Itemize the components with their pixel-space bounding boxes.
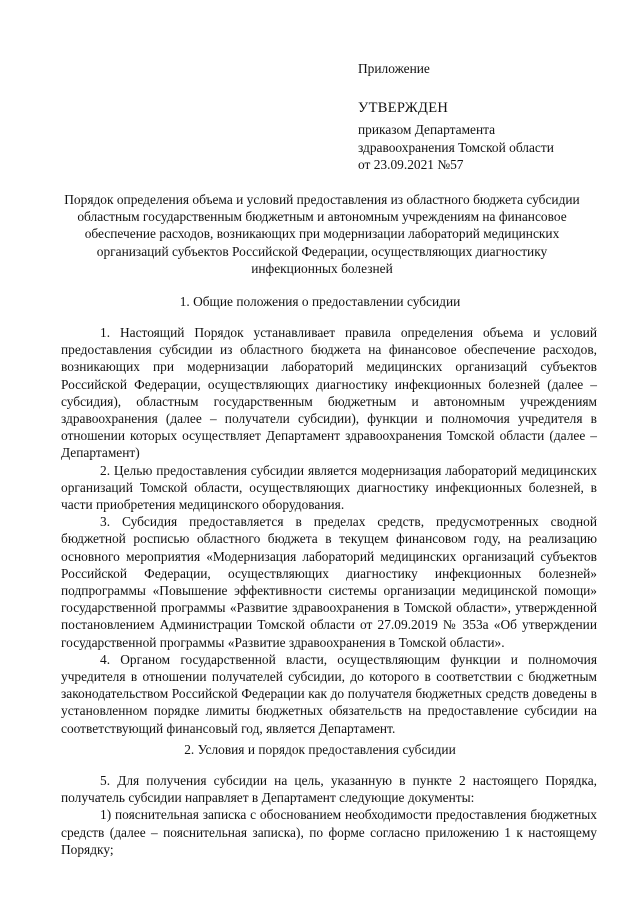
section-1-heading: 1. Общие положения о предоставлении субсидии bbox=[179, 294, 461, 309]
approval-order-line: приказом Департамента bbox=[358, 122, 496, 138]
approved-label: УТВЕРЖДЕН bbox=[358, 100, 449, 117]
section-1-body bbox=[61, 324, 597, 737]
approval-department-line: здравоохранения Томской области bbox=[358, 139, 554, 155]
section-2-body bbox=[61, 772, 597, 858]
paragraph-1: 1. Настоящий Порядок устанавливает правила определения объема и условий предоставления субсидии из областного бюджета на финансовое обеспечение расходов, возникающих при модернизации лабораторий медицинских организаций субъектов Российской Федерации, осуществляющих диагностику инфекционных болезней (далее – субсидия), областным государственным бюджетным и автономным учреждениям здравоохранения (далее – получатели субсидии), функции и полномочия учредителя в отношении которых осуществляет Департамент здравоохранения Томской области (далее – Департамент) bbox=[61, 325, 597, 461]
paragraph-2: 2. Целью предоставления субсидии является модернизация лабораторий медицинских организаций Томской области, осуществляющих диагностику инфекционных болезней, в части приобретения медицинского оборудования. bbox=[61, 462, 597, 513]
paragraph-3: 3. Субсидия предоставляется в пределах средств, предусмотренных сводной бюджетной росписью областного бюджета в текущем финансовом году, на реализацию основного мероприятия «Модернизация лабораторий медицинских организаций субъектов Российской Федерации, осуществляющих диагностику инфекционных болезней» подпрограммы «Повышение эффективности системы организации медицинской помощи» государственной программы «Развитие здравоохранения в Томской области», утвержденной постановлением Администрации Томской области от 27.09.2019 № 353а «Об утверждении государственной программы «Развитие здравоохранения в Томской области». bbox=[61, 514, 597, 650]
paragraph-5-item-1: 1) пояснительная записка с обоснованием необходимости предоставления бюджетных средств (далее – пояснительная записка), по форме согласно приложению 1 к настоящему Порядку; bbox=[61, 807, 597, 857]
paragraph-5: 5. Для получения субсидии на цель, указанную в пункте 2 настоящего Порядка, получатель субсидии направляет в Департамент следующие документы: bbox=[61, 773, 597, 806]
approval-stamp bbox=[358, 60, 618, 173]
appendix-label: Приложение bbox=[358, 61, 430, 76]
document-title: Порядок определения объема и условий предоставления из областного бюджета субсидии областным государственным бюджетным и автономным учреждениям на финансовое обеспечение расходов, возникающих при модернизации лабораторий медицинских организаций субъектов Российской Федерации, осуществляющих диагностику инфекционных болезней bbox=[64, 192, 580, 276]
approval-date-line: от 23.09.2021 №57 bbox=[358, 156, 464, 172]
paragraph-4: 4. Органом государственной власти, осуществляющим функции и полномочия учредителя в отношении получателей субсидии, до которого в соответствии с бюджетным законодательством Российской Федерации как до получателя бюджетных средств доведены в установленном порядке лимиты бюджетных обязательств на предоставление субсидии на соответствующий финансовый год, является Департамент. bbox=[61, 651, 597, 736]
section-2-heading: 2. Условия и порядок предоставления субсидии bbox=[184, 742, 456, 757]
